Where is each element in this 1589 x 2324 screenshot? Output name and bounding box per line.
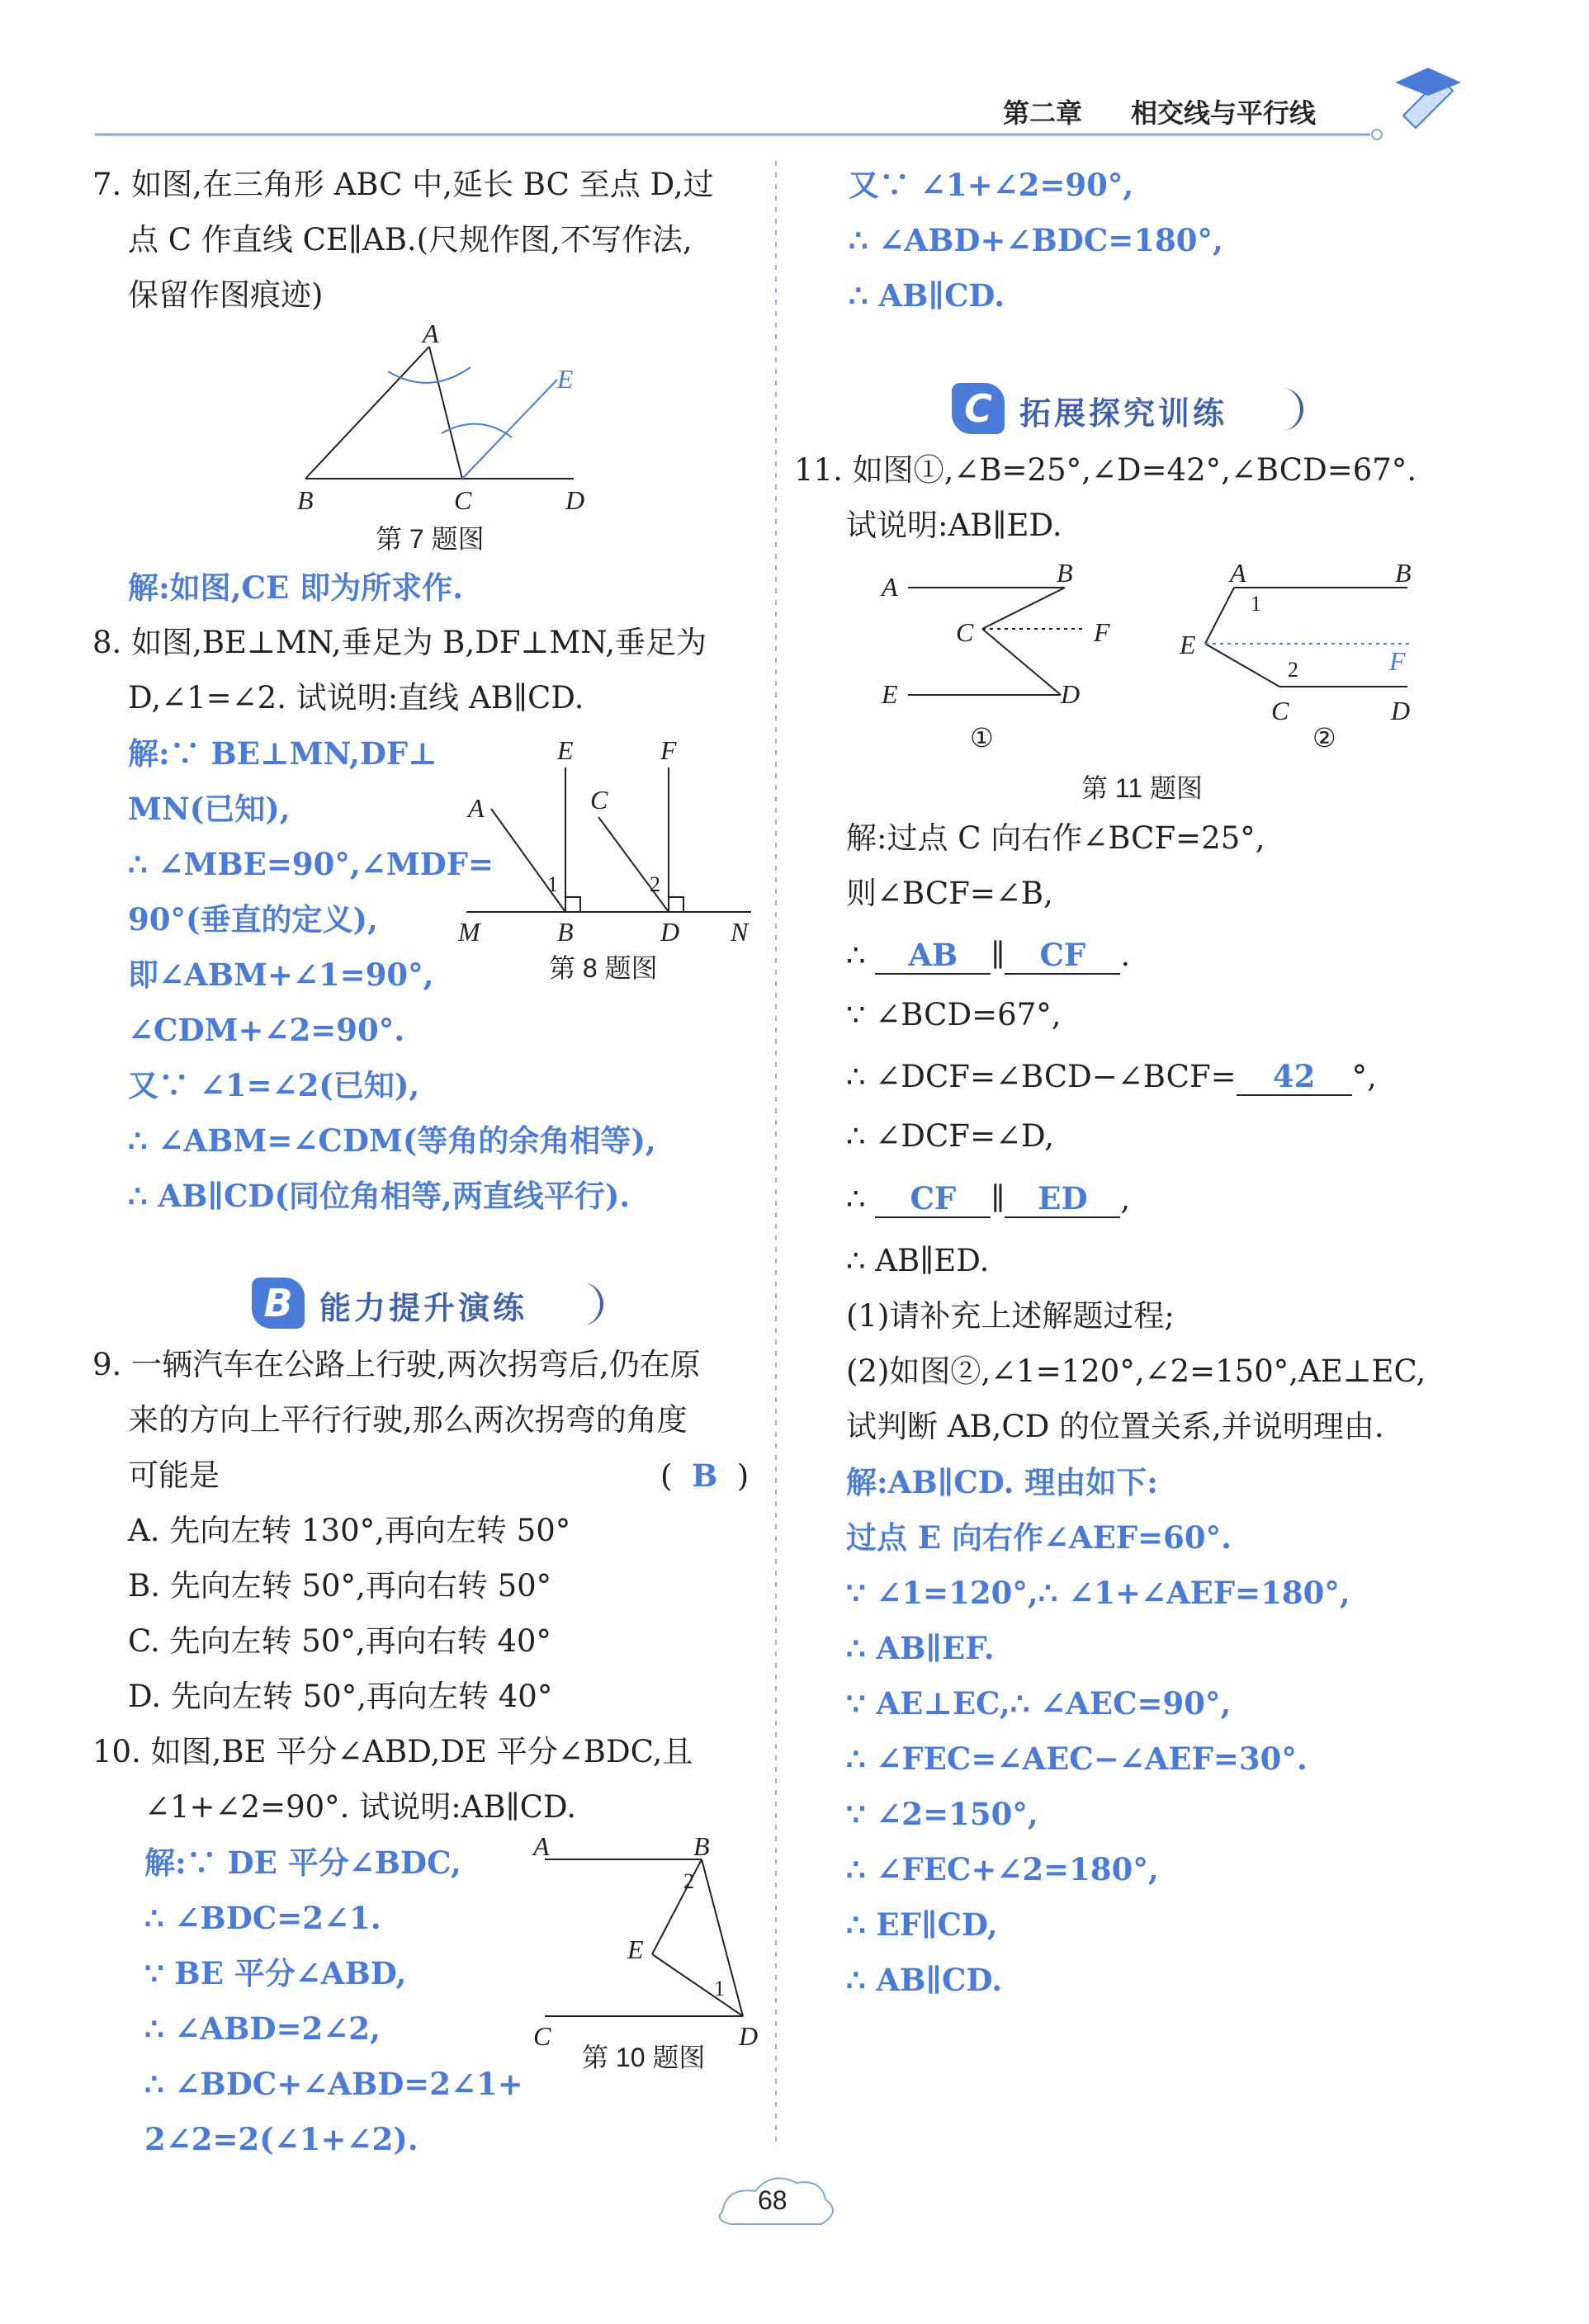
q9-option-c: C. 先向左转 50°,再向右转 40° <box>128 1623 551 1659</box>
q11-blank-3a[interactable]: CF <box>875 1180 991 1218</box>
q8-line-2: D,∠1=∠2. 试说明:直线 AB∥CD. <box>128 680 584 716</box>
q8-answer-4: 90°(垂直的定义), <box>128 901 378 938</box>
q7-answer: 解:如图,CE 即为所求作. <box>128 569 463 606</box>
q8-answer-1: 解:∵ BE⊥MN,DF⊥ <box>128 735 437 772</box>
q11f2-label-a: A <box>1230 558 1246 588</box>
q10-label-1: 1 <box>714 1977 725 2000</box>
q7-label-a: A <box>423 319 439 348</box>
q10-answer-1: 解:∵ DE 平分∠BDC, <box>144 1845 461 1881</box>
q7-label-e: E <box>557 364 574 394</box>
q8-label-d: D <box>660 917 680 947</box>
q11-fig1-mark: ① <box>970 723 994 753</box>
q11f1-label-f: F <box>1094 617 1110 647</box>
q11f2-label-1: 1 <box>1251 592 1261 616</box>
q9-line-2: 来的方向上平行行驶,那么两次拐弯的角度 <box>128 1402 688 1438</box>
q10-answer-6: 2∠2=2(∠1+∠2). <box>144 2121 419 2157</box>
q9-answer: B <box>691 1457 718 1494</box>
q8-label-n: N <box>731 917 749 947</box>
q8-label-1: 1 <box>547 872 558 896</box>
q8-answer-7: 又∵ ∠1=∠2(已知), <box>128 1067 420 1103</box>
q9-line-1: 9. 一辆汽车在公路上行驶,两次拐弯后,仍在原 <box>92 1347 701 1382</box>
q8-label-e: E <box>557 735 574 765</box>
q11-blank-3b[interactable]: ED <box>1005 1180 1120 1218</box>
q9-option-d: D. 先向左转 50°,再向左转 40° <box>128 1679 553 1714</box>
q10-line-1: 10. 如图,BE 平分∠ABD,DE 平分∠BDC,且 <box>92 1734 693 1769</box>
q10-label-c: C <box>533 2021 551 2051</box>
q11-step-1: 解:过点 C 向右作∠BCF=25°, <box>846 820 1265 856</box>
q7-label-b: B <box>297 485 314 515</box>
q9-line-3: 可能是 <box>128 1457 220 1493</box>
q8-answer-8: ∴ ∠ABM=∠CDM(等角的余角相等), <box>128 1122 656 1159</box>
q10-label-e: E <box>627 1934 644 1964</box>
q11f2-label-c: C <box>1271 696 1289 725</box>
q10-label-2: 2 <box>683 1869 694 1893</box>
q11-answer-4: ∴ AB∥EF. <box>846 1630 995 1666</box>
q11-step-6: ∴ ∠DCF=∠D, <box>846 1118 1055 1154</box>
chapter-title: 相交线与平行线 <box>1131 97 1317 129</box>
q11-step-7: ∴ CF ∥ ED , <box>846 1180 1131 1216</box>
q11-answer-5: ∵ AE⊥EC,∴ ∠AEC=90°, <box>846 1685 1232 1722</box>
q11-step-3-therefore: ∴ <box>846 938 866 973</box>
q8-label-b: B <box>557 917 574 947</box>
q8-answer-9: ∴ AB∥CD(同位角相等,两直线平行). <box>128 1178 631 1214</box>
q11f1-label-c: C <box>956 617 974 647</box>
q8-answer-3: ∴ ∠MBE=90°,∠MDF= <box>128 846 494 882</box>
q10-answer-4: ∴ ∠ABD=2∠2, <box>144 2010 381 2047</box>
q11f1-label-e: E <box>882 679 898 709</box>
q11-part-2-line-2: 试判断 AB,CD 的位置关系,并说明理由. <box>846 1409 1384 1444</box>
q8-label-m: M <box>458 917 480 947</box>
page-number: 68 <box>758 2185 787 2215</box>
q7-line-2: 点 C 作直线 CE∥AB.(尺规作图,不写作法, <box>128 222 693 257</box>
q11-step-5-end: °, <box>1351 1059 1377 1094</box>
q8-caption: 第 8 题图 <box>549 953 658 983</box>
q11-step-7-therefore: ∴ <box>846 1181 866 1216</box>
q9-answer-bracket: ( B ) <box>660 1457 750 1494</box>
section-b-letter: B <box>252 1278 305 1329</box>
q7-line-3: 保留作图痕迹) <box>128 277 324 313</box>
section-c-letter: C <box>952 383 1005 434</box>
q11f2-label-d: D <box>1391 696 1411 725</box>
q11-part-2-line-1: (2)如图②,∠1=120°,∠2=150°,AE⊥EC, <box>846 1353 1426 1389</box>
q8-label-a: A <box>468 793 485 823</box>
q11-answer-3: ∵ ∠1=120°,∴ ∠1+∠AEF=180°, <box>846 1575 1350 1611</box>
q11-answer-8: ∴ ∠FEC+∠2=180°, <box>846 1851 1159 1887</box>
q11-step-4: ∵ ∠BCD=67°, <box>846 997 1062 1032</box>
q10-cont-1: 又∵ ∠1+∠2=90°, <box>849 167 1134 203</box>
q11-blank-1b[interactable]: CF <box>1005 937 1120 975</box>
q8-label-c: C <box>590 785 608 815</box>
q11f2-label-b: B <box>1395 558 1412 588</box>
q10-cont-2: ∴ ∠ABD+∠BDC=180°, <box>849 222 1223 258</box>
chapter-label: 第二章 <box>1003 97 1083 129</box>
q11f2-label-e: E <box>1180 630 1196 659</box>
q11-step-5-text: ∴ ∠DCF=∠BCD−∠BCF= <box>846 1059 1237 1094</box>
q7-caption: 第 7 题图 <box>376 524 485 554</box>
q10-line-2: ∠1+∠2=90°. 试说明:AB∥CD. <box>144 1789 577 1825</box>
q11-answer-1: 解:AB∥CD. 理由如下: <box>846 1464 1158 1500</box>
q11-line-1: 11. 如图①,∠B=25°,∠D=42°,∠BCD=67°. <box>794 452 1417 488</box>
q11-caption: 第 11 题图 <box>1081 773 1204 803</box>
q11f2-label-f: F <box>1389 646 1406 676</box>
q11f1-label-a: A <box>882 572 898 602</box>
q11-step-7-parallel: ∥ <box>991 1181 1005 1216</box>
q10-answer-3: ∵ BE 平分∠ABD, <box>144 1955 407 1991</box>
q11-step-8: ∴ AB∥ED. <box>846 1243 990 1278</box>
q7-label-c: C <box>454 485 472 515</box>
section-c-title: 拓展探究训练 <box>1019 395 1228 432</box>
q9-option-a: A. 先向左转 130°,再向左转 50° <box>128 1513 571 1548</box>
q10-answer-2: ∴ ∠BDC=2∠1. <box>144 1900 381 1936</box>
q11-answer-9: ∴ EF∥CD, <box>846 1906 998 1943</box>
q11-step-2: 则∠BCF=∠B, <box>846 876 1053 911</box>
q8-answer-2: MN(已知), <box>128 791 291 827</box>
q8-answer-6: ∠CDM+∠2=90°. <box>128 1012 405 1048</box>
q10-cont-3: ∴ AB∥CD. <box>849 277 1005 314</box>
q11-blank-2[interactable]: 42 <box>1237 1058 1352 1096</box>
q11-blank-1a[interactable]: AB <box>875 937 991 975</box>
q11f1-label-d: D <box>1061 679 1081 709</box>
q11-line-2: 试说明:AB∥ED. <box>846 508 1062 543</box>
q10-label-a: A <box>533 1831 550 1861</box>
q11-part-1: (1)请补充上述解题过程; <box>846 1298 1175 1334</box>
q8-answer-5: 即∠ABM+∠1=90°, <box>128 957 434 993</box>
q11f2-label-2: 2 <box>1288 658 1298 682</box>
q8-label-f: F <box>660 735 677 765</box>
q11-step-3-parallel: ∥ <box>991 938 1005 973</box>
q11f1-label-b: B <box>1057 558 1073 588</box>
q10-caption: 第 10 题图 <box>582 2043 706 2072</box>
q11-answer-2: 过点 E 向右作∠AEF=60°. <box>846 1519 1232 1556</box>
q11-step-3: ∴ AB ∥ CF . <box>846 937 1131 973</box>
q11-fig2-mark: ② <box>1312 723 1336 753</box>
q8-label-2: 2 <box>650 872 660 896</box>
q7-line-1: 7. 如图,在三角形 ABC 中,延长 BC 至点 D,过 <box>92 167 714 202</box>
q7-label-d: D <box>565 485 585 515</box>
q11-answer-6: ∴ ∠FEC=∠AEC−∠AEF=30°. <box>846 1741 1308 1777</box>
q10-label-b: B <box>693 1831 710 1861</box>
q10-answer-5: ∴ ∠BDC+∠ABD=2∠1+ <box>144 2066 523 2102</box>
q9-option-b: B. 先向左转 50°,再向右转 50° <box>128 1568 552 1604</box>
q8-line-1: 8. 如图,BE⊥MN,垂足为 B,DF⊥MN,垂足为 <box>92 625 707 660</box>
q10-label-d: D <box>739 2021 759 2051</box>
section-b-title: 能力提升演练 <box>319 1290 528 1326</box>
q11-answer-7: ∵ ∠2=150°, <box>846 1796 1038 1832</box>
q11-answer-10: ∴ AB∥CD. <box>846 1962 1003 1998</box>
